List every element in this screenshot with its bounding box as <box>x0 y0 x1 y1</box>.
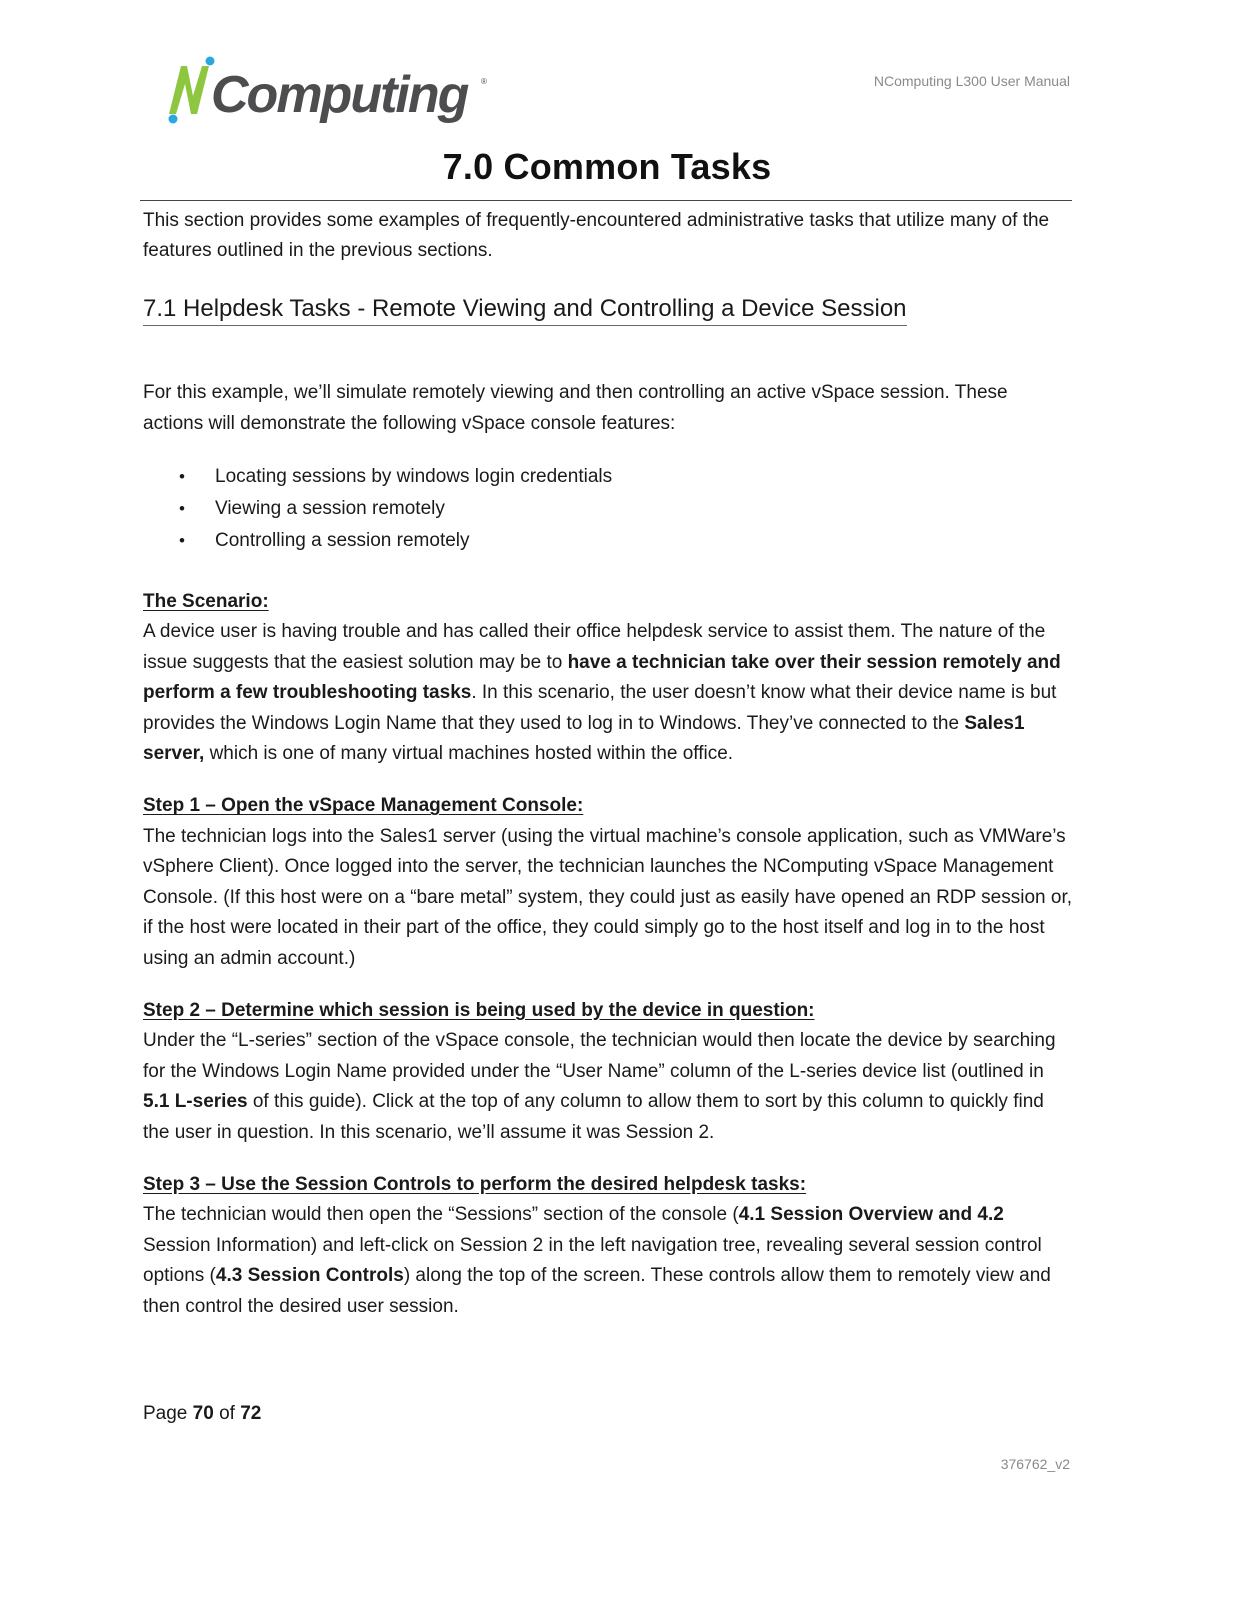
list-item: • Locating sessions by windows login credentials <box>143 461 1073 493</box>
ncomputing-logo-graphic <box>163 52 493 128</box>
step3-heading: Step 3 – Use the Session Controls to perform the desired helpdesk tasks: <box>143 1173 807 1195</box>
chapter-intro: This section provides some examples of frequently-encountered administrative tasks that utilize many of the features outlined in the previous sections. <box>143 210 1050 262</box>
logo-wordmark: Computing <box>211 66 468 124</box>
bullet-icon: • <box>179 499 185 519</box>
scenario-text: A device user is having trouble and has called their office helpdesk service to assist them. The nature of the issue suggests that the easiest solution may be to have a technician take over their session remotely and perform a few troubleshooting tasks. In this scenario, the user doesn’t know what their device name is but provides the Windows Login Name that they used to log in to Windows. They’ve connected to the Sales1 server, which is one of many virtual machines hosted within the office. <box>143 621 1061 765</box>
list-item: • Controlling a session remotely <box>143 525 1073 557</box>
bullet-icon: • <box>179 531 185 551</box>
feature-list <box>143 461 1073 557</box>
step3-text: The technician would then open the “Sessions” section of the console (4.1 Session Overview and 4.2 Session Information) and left-click on Session 2 in the left navigation tree, revealing several session control options (4.3 Session Controls) along the top of the screen. These controls allow them to remotely view and then control the desired user session. <box>143 1204 1051 1317</box>
step1-heading: Step 1 – Open the vSpace Management Console: <box>143 795 584 817</box>
page-number: Page 70 of 72 <box>143 1403 262 1424</box>
bullet-icon: • <box>179 467 185 487</box>
registered-mark: ® <box>481 77 487 86</box>
document-id: 376762_v2 <box>1000 1456 1070 1472</box>
section-heading: 7.1 Helpdesk Tasks - Remote Viewing and Controlling a Device Session <box>143 293 907 326</box>
step1-text: The technician logs into the Sales1 server (using the virtual machine’s console application, such as VMWare’s vSphere Client). Once logged into the server, the technician launches the NComputing vSpace Management Console. (If this host were on a “bare metal” system, they could just as easily have opened an RDP session or, if the host were located in their part of the office, they could simply go to the host itself and log in to the host using an admin account.) <box>143 825 1073 969</box>
ncomputing-logo <box>163 52 493 128</box>
title-rule <box>140 200 1072 201</box>
scenario-heading: The Scenario: <box>143 591 269 613</box>
step2-heading: Step 2 – Determine which session is being used by the device in question: <box>143 999 815 1021</box>
list-item: • Viewing a session remotely <box>143 493 1073 525</box>
section-intro: For this example, we’ll simulate remotely viewing and then controlling an active vSpace session. These actions will demonstrate the following vSpace console features: <box>143 382 1008 434</box>
document-body <box>143 206 1073 1322</box>
manual-title: NComputing L300 User Manual <box>873 73 1070 89</box>
chapter-title: 7.0 Common Tasks <box>442 146 772 187</box>
step2-text: Under the “L-series” section of the vSpace console, the technician would then locate the device by searching for the Windows Login Name provided under the “User Name” column of the L-series device list (outlined in 5.1 L-series of this guide). Click at the top of any column to allow them to sort by this column to quickly find the user in question. In this scenario, we’ll assume it was Session 2. <box>143 1030 1056 1143</box>
